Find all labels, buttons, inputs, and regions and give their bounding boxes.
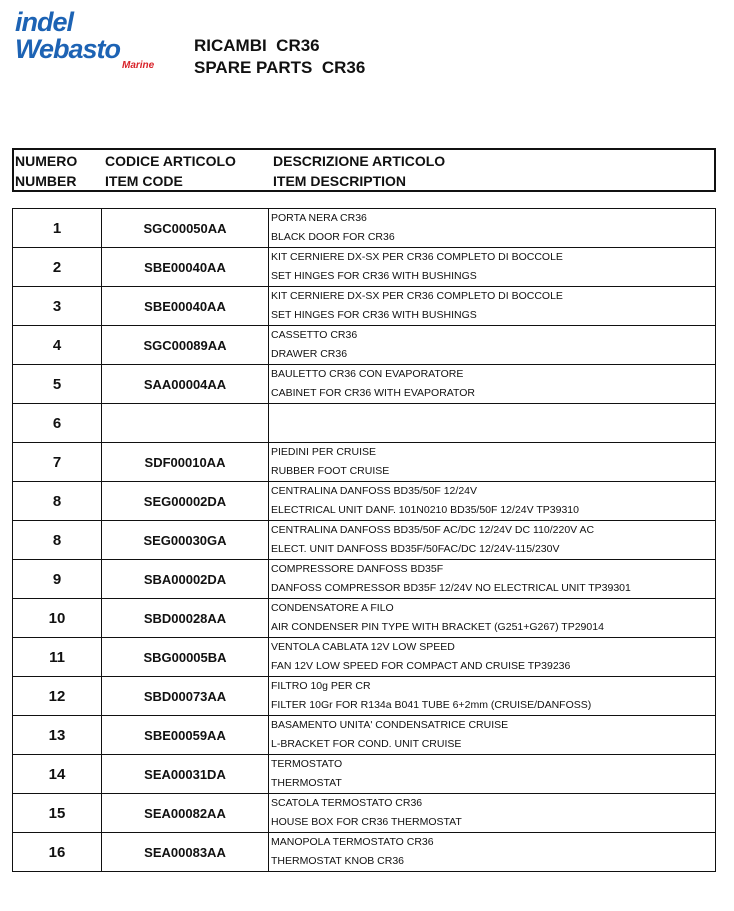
item-description — [269, 443, 716, 482]
item-code: SBA00002DA — [102, 560, 269, 599]
item-description — [269, 833, 716, 872]
item-code: SEG00030GA — [102, 521, 269, 560]
item-description — [269, 326, 716, 365]
part-number: 7 — [13, 443, 102, 482]
part-number: 10 — [13, 599, 102, 638]
table-row — [13, 521, 716, 560]
header-code-en: ITEM CODE — [105, 173, 183, 189]
part-number: 11 — [13, 638, 102, 677]
part-number: 3 — [13, 287, 102, 326]
item-code: SEA00083AA — [102, 833, 269, 872]
table-row — [13, 482, 716, 521]
part-number: 13 — [13, 716, 102, 755]
item-description — [269, 794, 716, 833]
description-english: ELECT. UNIT DANFOSS BD35F/50FAC/DC 12/24V-115/230V — [271, 543, 560, 555]
item-code: SBE00040AA — [102, 287, 269, 326]
part-number: 8 — [13, 482, 102, 521]
table-header — [12, 148, 716, 192]
table-row — [13, 833, 716, 872]
document-title — [194, 35, 365, 79]
description-english: THERMOSTAT KNOB CR36 — [271, 855, 405, 867]
logo-text-marine: Marine — [122, 60, 155, 71]
description-italian: BAULETTO CR36 CON EVAPORATORE — [271, 368, 464, 380]
item-description — [269, 248, 716, 287]
description-english: FILTER 10Gr FOR R134a B041 TUBE 6+2mm (CRUISE/DANFOSS) — [271, 699, 592, 711]
part-number: 2 — [13, 248, 102, 287]
item-code: SBG00005BA — [102, 638, 269, 677]
description-italian: KIT CERNIERE DX-SX PER CR36 COMPLETO DI BOCCOLE — [271, 251, 563, 263]
spare-parts-table — [12, 208, 716, 872]
item-description — [269, 287, 716, 326]
item-description — [269, 677, 716, 716]
part-number: 16 — [13, 833, 102, 872]
table-row — [13, 404, 716, 443]
item-code: SEA00031DA — [102, 755, 269, 794]
header-code-it: CODICE ARTICOLO — [105, 153, 236, 169]
description-english: RUBBER FOOT CRUISE — [271, 465, 390, 477]
table-row — [13, 560, 716, 599]
header-number — [15, 151, 77, 191]
description-italian: BASAMENTO UNITA' CONDENSATRICE CRUISE — [271, 719, 509, 731]
description-italian: PIEDINI PER CRUISE — [271, 446, 377, 458]
part-number: 4 — [13, 326, 102, 365]
item-description — [269, 209, 716, 248]
description-italian: VENTOLA CABLATA 12V LOW SPEED — [271, 641, 455, 653]
part-number: 9 — [13, 560, 102, 599]
description-english: SET HINGES FOR CR36 WITH BUSHINGS — [271, 309, 477, 321]
item-description — [269, 404, 716, 443]
header-desc-en: ITEM DESCRIPTION — [273, 173, 407, 189]
item-code: SBD00028AA — [102, 599, 269, 638]
description-italian: SCATOLA TERMOSTATO CR36 — [271, 797, 423, 809]
item-code: SBE00059AA — [102, 716, 269, 755]
item-code: SBD00073AA — [102, 677, 269, 716]
item-description — [269, 599, 716, 638]
description-italian: CENTRALINA DANFOSS BD35/50F 12/24V — [271, 485, 477, 497]
table-row — [13, 716, 716, 755]
header-number-en: NUMBER — [15, 173, 77, 189]
item-code — [102, 404, 269, 443]
item-code: SAA00004AA — [102, 365, 269, 404]
description-english: BLACK DOOR FOR CR36 — [271, 231, 395, 243]
description-italian: COMPRESSORE DANFOSS BD35F — [271, 563, 444, 575]
part-number: 12 — [13, 677, 102, 716]
description-english: CABINET FOR CR36 WITH EVAPORATOR — [271, 387, 476, 399]
brand-logo — [10, 7, 168, 76]
description-english: THERMOSTAT — [271, 777, 342, 789]
item-code: SBE00040AA — [102, 248, 269, 287]
table-row — [13, 287, 716, 326]
description-italian: MANOPOLA TERMOSTATO CR36 — [271, 836, 434, 848]
header-code — [105, 151, 236, 191]
table-row — [13, 365, 716, 404]
description-italian: TERMOSTATO — [271, 758, 343, 770]
item-code: SEG00002DA — [102, 482, 269, 521]
item-code: SGC00089AA — [102, 326, 269, 365]
description-english: FAN 12V LOW SPEED FOR COMPACT AND CRUISE TP39236 — [271, 660, 571, 672]
description-italian: CONDENSATORE A FILO — [271, 602, 394, 614]
part-number: 1 — [13, 209, 102, 248]
description-english: AIR CONDENSER PIN TYPE WITH BRACKET (G251+G267) TP29014 — [271, 621, 604, 633]
logo-text-indel: indel — [15, 7, 74, 37]
item-code: SEA00082AA — [102, 794, 269, 833]
table-row — [13, 209, 716, 248]
table-row — [13, 443, 716, 482]
item-description — [269, 365, 716, 404]
item-description — [269, 560, 716, 599]
header-desc-it: DESCRIZIONE ARTICOLO — [273, 153, 446, 169]
table-row — [13, 677, 716, 716]
description-english: HOUSE BOX FOR CR36 THERMOSTAT — [271, 816, 462, 828]
description-english: DANFOSS COMPRESSOR BD35F 12/24V NO ELECTRICAL UNIT TP39301 — [271, 582, 631, 594]
part-number: 15 — [13, 794, 102, 833]
description-english: DRAWER CR36 — [271, 348, 348, 360]
item-description — [269, 638, 716, 677]
description-italian: KIT CERNIERE DX-SX PER CR36 COMPLETO DI BOCCOLE — [271, 290, 563, 302]
table-row — [13, 755, 716, 794]
description-italian: CENTRALINA DANFOSS BD35/50F AC/DC 12/24V DC 110/220V AC — [271, 524, 595, 536]
header-description — [273, 151, 445, 191]
item-code: SGC00050AA — [102, 209, 269, 248]
spare-parts-body — [13, 209, 716, 872]
item-description — [269, 482, 716, 521]
description-english: ELECTRICAL UNIT DANF. 101N0210 BD35/50F 12/24V TP39310 — [271, 504, 579, 516]
description-italian: CASSETTO CR36 — [271, 329, 358, 341]
title-english: SPARE PARTS CR36 — [194, 58, 366, 77]
title-italian: RICAMBI CR36 — [194, 36, 320, 55]
part-number: 8 — [13, 521, 102, 560]
part-number: 14 — [13, 755, 102, 794]
item-description — [269, 716, 716, 755]
description-italian: PORTA NERA CR36 — [271, 212, 367, 224]
description-english: L-BRACKET FOR COND. UNIT CRUISE — [271, 738, 462, 750]
description-italian: FILTRO 10g PER CR — [271, 680, 371, 692]
item-description — [269, 521, 716, 560]
item-code: SDF00010AA — [102, 443, 269, 482]
description-english: SET HINGES FOR CR36 WITH BUSHINGS — [271, 270, 477, 282]
table-row — [13, 638, 716, 677]
header-number-it: NUMERO — [15, 153, 78, 169]
table-row — [13, 326, 716, 365]
logo-text-webasto: Webasto — [15, 34, 121, 64]
part-number: 5 — [13, 365, 102, 404]
part-number: 6 — [13, 404, 102, 443]
item-description — [269, 755, 716, 794]
table-row — [13, 248, 716, 287]
table-row — [13, 794, 716, 833]
table-row — [13, 599, 716, 638]
